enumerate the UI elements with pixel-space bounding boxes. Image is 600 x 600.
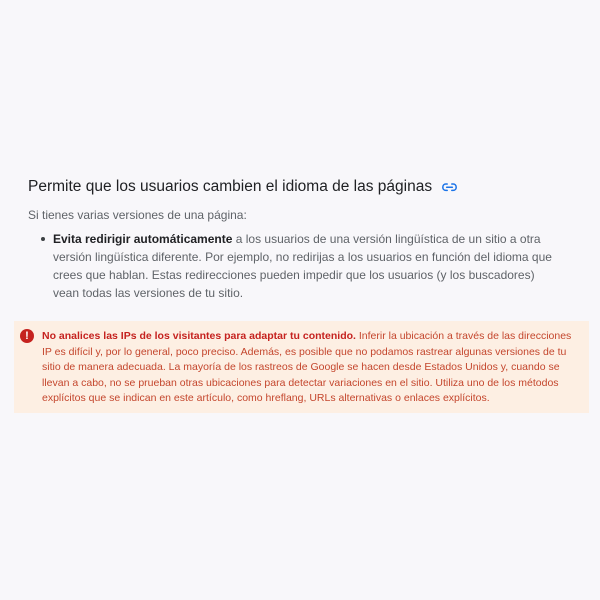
exclamation-circle-icon: ! [20,329,34,343]
bullet-list [28,230,558,302]
bullet-body-text: a los usuarios de una versión lingüística de un sitio a otra versión lingüística diferente. Por ejemplo, no redirijas a los usuarios en función del idioma que crees que hablan. Estas redirecciones pueden impedir que los usuarios (y los buscadores) vean todas las versiones de tu sitio. [53,232,552,300]
warning-text [42,329,575,407]
warning-callout [14,321,589,413]
list-item [28,230,558,302]
section-title: Permite que los usuarios cambien el idioma de las páginas [28,178,433,195]
warning-body-text: Inferir la ubicación a través de las direcciones IP es difícil y, por lo general, poco preciso. Además, es posible que no podamos rastrear algunas versiones de tu sitio de manera adecuada. La mayoría de los rastreos de Google se hacen desde Estados Unidos y, cuando se llevan a cabo, no se prueban otras ubicaciones para detectar variaciones en el sitio. Utiliza uno de los métodos explícitos que se indican en este artículo, como hreflang, URLs alternativas o enlaces explícitos. [42,330,572,405]
warning-strong-text: No analices las IPs de los visitantes para adaptar tu contenido. [42,330,356,342]
link-icon[interactable] [441,179,457,195]
intro-text: Si tienes varias versiones de una página: [28,208,247,222]
bullet-strong-text: Evita redirigir automáticamente [53,232,233,246]
section-heading [28,176,588,198]
bullet-icon [41,237,45,241]
